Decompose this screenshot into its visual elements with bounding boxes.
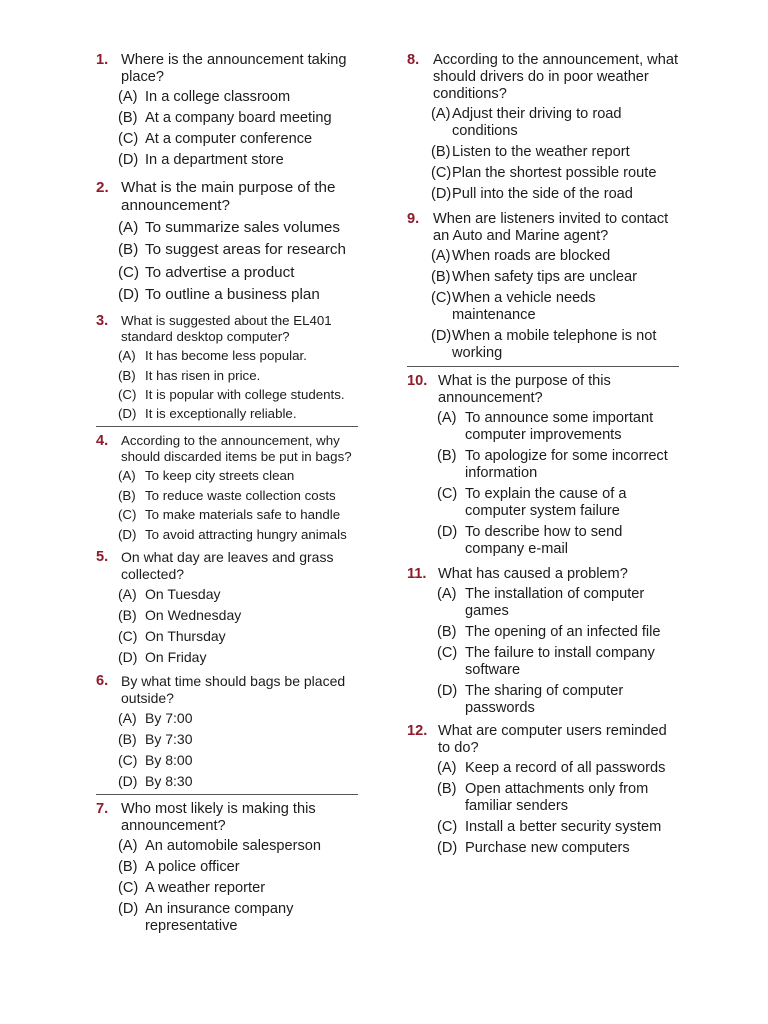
answer-option (118, 131, 358, 148)
question-stem: When are listeners invited to contact an Auto and Marine agent? (433, 211, 669, 244)
option-text: Pull into the side of the road (452, 186, 633, 202)
answer-option (118, 406, 358, 422)
option-text: Listen to the weather report (452, 144, 630, 160)
question-stem: According to the announcement, why should discarded items be put in bags? (121, 433, 352, 465)
answer-option (118, 286, 358, 304)
option-text: To reduce waste collection costs (145, 487, 336, 503)
option-letter: (B) (118, 606, 137, 623)
answer-option (118, 488, 358, 504)
option-letter: (D) (118, 526, 137, 542)
answer-option (118, 773, 358, 790)
answer-option (118, 348, 358, 364)
option-text: To keep city streets clean (145, 468, 295, 484)
answer-option (437, 410, 679, 444)
option-letter: (B) (437, 624, 457, 640)
option-letter: (C) (431, 165, 452, 181)
option-letter: (D) (431, 328, 452, 344)
option-letter: (B) (118, 858, 138, 875)
answer-option (118, 110, 358, 127)
option-letter: (B) (118, 110, 138, 126)
option-letter: (A) (431, 106, 451, 122)
answer-option (437, 683, 679, 717)
option-letter: (D) (118, 648, 138, 665)
question-6 (96, 673, 358, 790)
option-text: Purchase new computers (465, 840, 630, 856)
question-10 (407, 373, 679, 558)
question-number: 12. (407, 723, 428, 739)
answer-option (437, 781, 679, 815)
answer-option (118, 368, 358, 384)
option-text: To explain the cause of a computer system failure (465, 486, 627, 519)
option-letter: (C) (437, 819, 458, 835)
option-text: By 7:30 (145, 730, 193, 747)
option-letter: (C) (118, 263, 140, 281)
option-letter: (A) (431, 248, 451, 264)
question-5 (96, 549, 358, 666)
option-text: At a company board meeting (145, 110, 332, 126)
option-letter: (D) (431, 186, 452, 202)
answer-option (431, 248, 679, 265)
option-text: To apologize for some incorrect information (465, 448, 668, 481)
answer-option (118, 507, 358, 523)
option-letter: (A) (118, 348, 136, 364)
option-text: It is exceptionally reliable. (145, 406, 297, 422)
question-stem: What has caused a problem? (438, 566, 628, 582)
answer-option (431, 290, 679, 324)
option-letter: (A) (118, 219, 139, 236)
option-letter: (B) (431, 269, 451, 285)
option-text: Keep a record of all passwords (465, 760, 666, 776)
answer-option (437, 760, 679, 777)
option-letter: (C) (118, 507, 137, 523)
option-text: When a vehicle needs maintenance (452, 290, 596, 323)
answer-option (118, 89, 358, 106)
option-text: In a department store (145, 152, 284, 168)
answer-option (431, 144, 679, 161)
question-12 (407, 723, 679, 857)
question-stem: Who most likely is making this announcement? (121, 800, 316, 834)
option-letter: (A) (118, 585, 137, 602)
option-text: On Tuesday (145, 585, 221, 602)
option-text: The failure to install company software (465, 645, 655, 678)
question-stem: On what day are leaves and grass collected? (121, 548, 334, 582)
option-text: Open attachments only from familiar senders (465, 781, 649, 814)
option-text: It is popular with college students. (145, 386, 345, 402)
answer-option (118, 468, 358, 484)
option-letter: (C) (118, 131, 139, 147)
option-letter: (D) (118, 900, 139, 917)
option-letter: (A) (437, 760, 457, 776)
answer-option (118, 527, 358, 543)
option-letter: (B) (118, 241, 139, 259)
option-text: By 7:00 (145, 709, 193, 726)
right-column (407, 52, 679, 861)
option-letter: (A) (118, 89, 138, 105)
option-letter: (B) (118, 367, 136, 383)
option-text: At a computer conference (145, 131, 313, 147)
question-stem: What is suggested about the EL401 standard desktop computer? (121, 313, 332, 345)
answer-option (431, 106, 679, 140)
option-text: When roads are blocked (452, 248, 611, 264)
option-text: An automobile salesperson (145, 837, 322, 854)
answer-option (118, 649, 358, 666)
section-divider (96, 794, 358, 795)
question-number: 7. (96, 800, 109, 817)
question-number: 2. (96, 179, 109, 196)
option-text: To describe how to send company e-mail (465, 524, 623, 557)
option-text: A police officer (145, 858, 240, 875)
question-stem: According to the announcement, what should drivers do in poor weather conditions? (433, 52, 679, 102)
option-letter: (C) (118, 627, 138, 644)
option-text: Adjust their driving to road conditions (452, 106, 622, 139)
option-text: By 8:30 (145, 772, 193, 789)
option-letter: (B) (437, 448, 457, 464)
option-letter: (A) (437, 586, 457, 602)
question-7 (96, 801, 358, 935)
section-divider (407, 366, 679, 367)
answer-option (118, 752, 358, 769)
question-stem: What are computer users reminded to do? (438, 723, 667, 756)
option-letter: (D) (118, 406, 137, 422)
answer-option (118, 607, 358, 624)
question-number: 3. (96, 313, 109, 330)
option-text: By 8:00 (145, 751, 193, 768)
option-letter: (D) (437, 524, 458, 540)
question-number: 9. (407, 211, 420, 227)
question-number: 10. (407, 373, 428, 389)
question-8 (407, 52, 679, 203)
option-text: When a mobile telephone is not working (452, 328, 657, 361)
question-number: 1. (96, 52, 109, 68)
option-letter: (C) (437, 645, 458, 661)
answer-option (118, 387, 358, 403)
option-letter: (C) (118, 879, 139, 896)
answer-option (118, 586, 358, 603)
question-9 (407, 211, 679, 362)
option-letter: (A) (118, 468, 136, 484)
option-letter: (B) (431, 144, 451, 160)
answer-option (437, 624, 679, 641)
answer-option (118, 901, 358, 935)
answer-option (431, 269, 679, 286)
option-text: To advertise a product (145, 263, 295, 281)
answer-option (437, 586, 679, 620)
option-text: To summarize sales volumes (145, 219, 340, 236)
question-4 (96, 433, 358, 542)
option-text: On Wednesday (145, 606, 242, 623)
answer-option (118, 628, 358, 645)
answer-option (118, 838, 358, 855)
option-text: On Thursday (145, 627, 226, 644)
question-2 (96, 179, 358, 304)
answer-option (118, 264, 358, 282)
option-letter: (D) (118, 285, 140, 303)
option-text: Install a better security system (465, 819, 662, 835)
question-number: 11. (407, 566, 427, 582)
section-divider (96, 426, 358, 427)
option-text: It has risen in price. (145, 367, 261, 383)
question-stem: By what time should bags be placed outside? (121, 672, 346, 706)
option-letter: (A) (118, 709, 137, 726)
left-column (96, 52, 358, 939)
question-1 (96, 52, 358, 169)
option-text: An insurance company representative (145, 900, 294, 934)
option-letter: (C) (118, 386, 137, 402)
option-text: The installation of computer games (465, 586, 645, 619)
answer-option (431, 165, 679, 182)
answer-option (118, 241, 358, 259)
answer-option (431, 328, 679, 362)
option-letter: (C) (437, 486, 458, 502)
question-number: 4. (96, 433, 109, 450)
answer-option (437, 840, 679, 857)
option-text: On Friday (145, 648, 207, 665)
question-3 (96, 313, 358, 422)
option-letter: (D) (118, 772, 138, 789)
answer-option (437, 645, 679, 679)
option-letter: (B) (437, 781, 457, 797)
answer-option (118, 219, 358, 237)
answer-option (437, 524, 679, 558)
option-letter: (D) (437, 840, 458, 856)
option-text: To suggest areas for research (145, 241, 346, 259)
option-text: In a college classroom (145, 89, 291, 105)
option-letter: (D) (437, 683, 458, 699)
question-11 (407, 566, 679, 717)
question-number: 6. (96, 672, 109, 689)
option-text: Plan the shortest possible route (452, 165, 657, 181)
option-letter: (A) (437, 410, 457, 426)
question-stem: What is the main purpose of the announcement? (121, 179, 336, 214)
option-letter: (D) (118, 152, 139, 168)
answer-option (118, 731, 358, 748)
option-text: A weather reporter (145, 879, 266, 896)
answer-option (118, 710, 358, 727)
option-text: It has become less popular. (145, 348, 307, 364)
option-text: To avoid attracting hungry animals (145, 526, 347, 542)
option-text: To outline a business plan (145, 285, 320, 303)
answer-option (118, 152, 358, 169)
answer-option (431, 186, 679, 203)
answer-option (437, 819, 679, 836)
option-text: The sharing of computer passwords (465, 683, 624, 716)
option-text: When safety tips are unclear (452, 269, 637, 285)
question-number: 8. (407, 52, 420, 68)
option-letter: (A) (118, 837, 138, 854)
answer-option (437, 448, 679, 482)
option-text: The opening of an infected file (465, 624, 661, 640)
question-stem: What is the purpose of this announcement? (438, 373, 611, 406)
option-letter: (B) (118, 487, 136, 503)
option-text: To announce some important computer improvements (465, 410, 654, 443)
question-number: 5. (96, 548, 109, 565)
option-letter: (C) (431, 290, 452, 306)
answer-option (437, 486, 679, 520)
answer-option (118, 880, 358, 897)
question-stem: Where is the announcement taking place? (121, 52, 347, 85)
answer-option (118, 859, 358, 876)
option-text: To make materials safe to handle (145, 507, 341, 523)
option-letter: (C) (118, 751, 138, 768)
option-letter: (B) (118, 730, 137, 747)
